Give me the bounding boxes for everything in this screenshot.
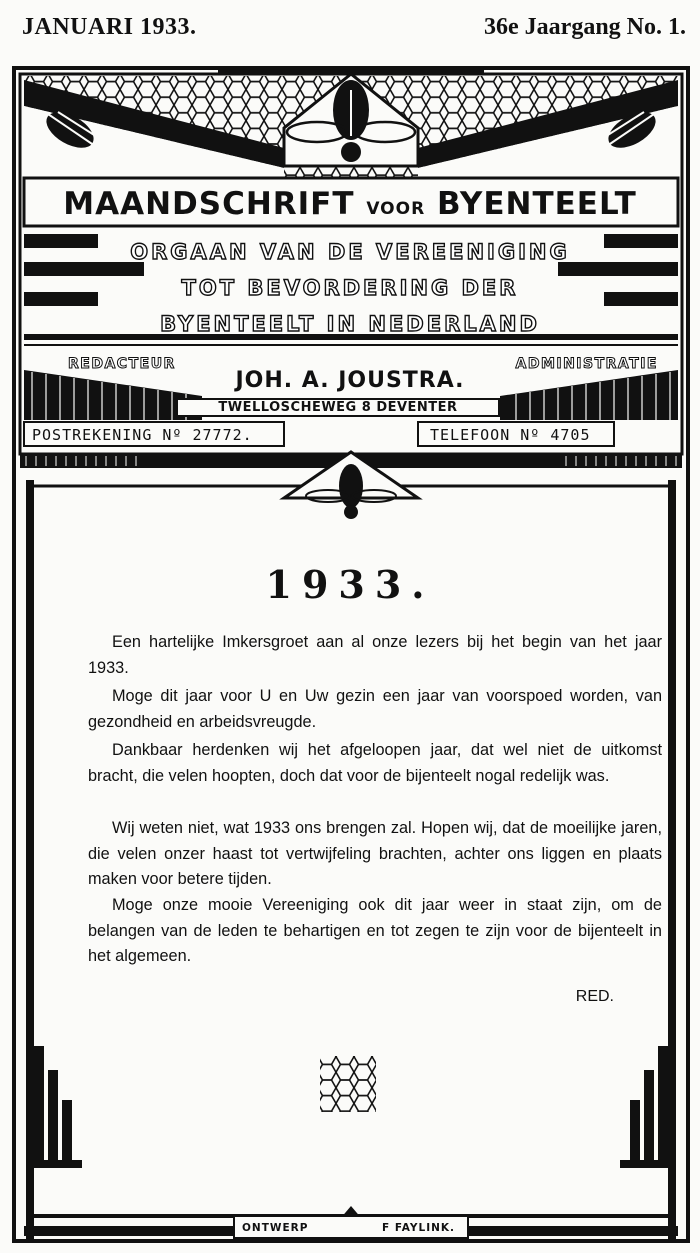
admin-label: ADMINISTRATIE bbox=[515, 356, 658, 372]
masthead-title bbox=[36, 186, 664, 222]
paragraph-3: Dankbaar herdenken wij het afgeloopen jaar, dat wel niet de uitkomst bracht, die velen hoopten, doch dat voor de bijenteelt nogal redelijk was. bbox=[88, 741, 662, 785]
masthead-title-voor: VOOR bbox=[366, 199, 426, 219]
masthead-title-left: MAANDSCHRIFT bbox=[63, 186, 355, 222]
telephone: TELEFOON Nº 4705 bbox=[430, 426, 591, 444]
organ-line-2: TOT BEVORDERING DER bbox=[181, 276, 519, 300]
organ-line-1: ORGAAN VAN DE VEREENIGING bbox=[130, 240, 570, 264]
editor-name: JOH. A. JOUSTRA. bbox=[235, 368, 465, 393]
signature: RED. bbox=[575, 988, 614, 1005]
honeycomb-ornament bbox=[320, 1056, 376, 1112]
paragraph-5: Moge onze mooie Vereeniging ook dit jaar weer in staat zijn, om de belangen van de leden te behartigen en tot zegen te zijn voor de bijenteelt in het algemeen. bbox=[88, 896, 662, 965]
design-label: ONTWERP bbox=[242, 1222, 309, 1234]
postal-account: POSTREKENING Nº 27772. bbox=[32, 426, 253, 444]
pillars-right bbox=[620, 1046, 676, 1168]
issue-date: JANUARI 1933. bbox=[22, 14, 197, 40]
designer-name: F FAYLINK. bbox=[382, 1222, 456, 1234]
editor-label: REDACTEUR bbox=[68, 356, 176, 372]
paragraph-2: Moge dit jaar voor U en Uw gezin een jaar van voorspoed worden, van gezondheid en arbeidsvreugde. bbox=[88, 687, 662, 731]
organ-line-3: BYENTEELT IN NEDERLAND bbox=[160, 312, 540, 336]
editor-address: TWELLOSCHEWEG 8 DEVENTER bbox=[176, 398, 500, 417]
article-title: 1933. bbox=[265, 562, 435, 607]
paragraph-4: Wij weten niet, wat 1933 ons brengen zal. Hopen wij, dat de moeilijke jaren, die velen onzer haast tot vertwijfeling brachten, achter ons liggen en plaats maken voor betere tijden. bbox=[88, 819, 662, 888]
paragraph-1: Een hartelijke Imkersgroet aan al onze lezers bij het begin van het jaar 1933. bbox=[88, 633, 662, 677]
masthead-title-right: BYENTEELT bbox=[436, 186, 637, 222]
volume-number: 36e Jaargang No. 1. bbox=[484, 14, 686, 40]
pillars-left bbox=[26, 1046, 82, 1168]
